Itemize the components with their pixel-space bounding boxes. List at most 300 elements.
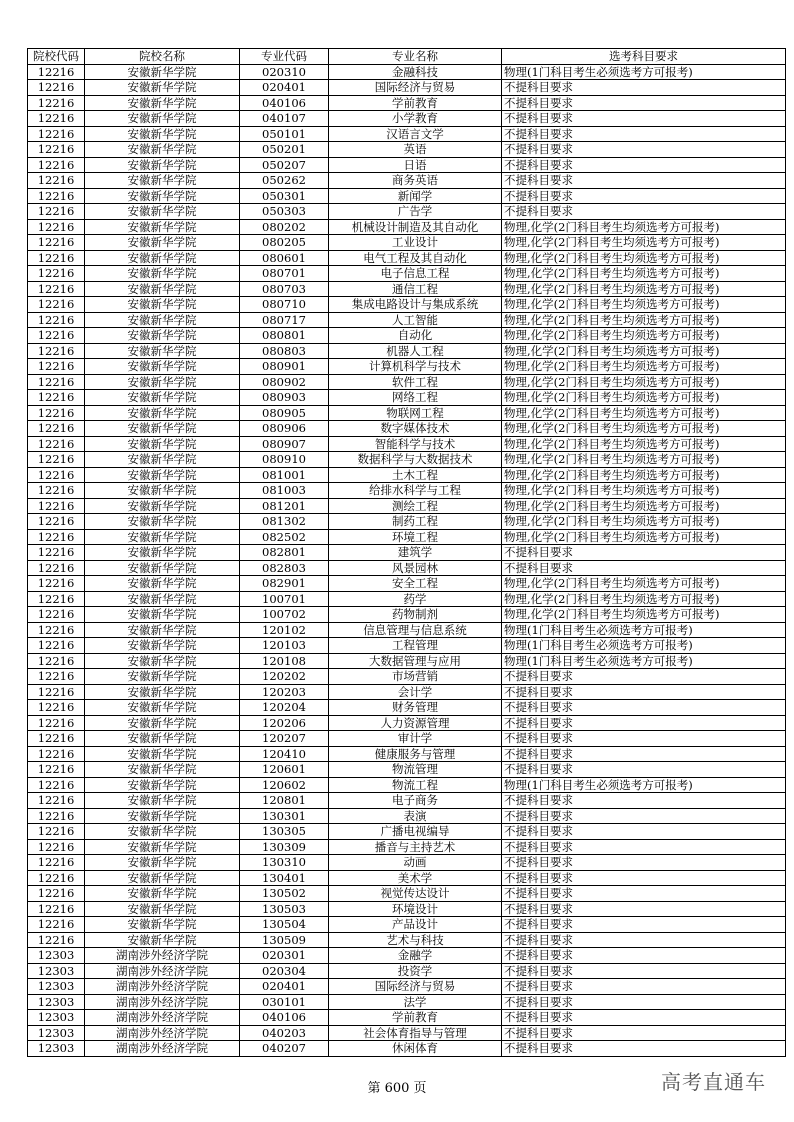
cell-major-name: 计算机科学与技术 [329,359,502,375]
cell-school-name: 安徽新华学院 [85,669,240,685]
cell-major-code: 120207 [240,731,329,747]
table-row [28,111,786,127]
cell-subject-requirement: 不提科目要求 [502,204,786,220]
cell-major-code: 120102 [240,622,329,638]
cell-subject-requirement: 物理,化学(2门科目考生均须选考方可报考) [502,219,786,235]
cell-subject-requirement: 物理,化学(2门科目考生均须选考方可报考) [502,498,786,514]
cell-major-code: 080903 [240,390,329,406]
cell-major-name: 表演 [329,808,502,824]
header-major-code: 专业代码 [240,49,329,65]
cell-school-code: 12216 [28,793,85,809]
cell-school-code: 12216 [28,297,85,313]
cell-subject-requirement: 不提科目要求 [502,715,786,731]
table-row [28,762,786,778]
cell-major-code: 130401 [240,870,329,886]
cell-major-code: 120204 [240,700,329,716]
cell-school-name: 安徽新华学院 [85,204,240,220]
table-row [28,839,786,855]
cell-subject-requirement: 物理(1门科目考生必须选考方可报考) [502,653,786,669]
cell-major-name: 新闻学 [329,188,502,204]
cell-subject-requirement: 不提科目要求 [502,948,786,964]
cell-major-name: 会计学 [329,684,502,700]
cell-school-name: 安徽新华学院 [85,700,240,716]
cell-school-code: 12216 [28,452,85,468]
cell-subject-requirement: 不提科目要求 [502,188,786,204]
cell-major-code: 120202 [240,669,329,685]
cell-subject-requirement: 不提科目要求 [502,1010,786,1026]
table-row [28,731,786,747]
cell-school-name: 安徽新华学院 [85,653,240,669]
cell-school-code: 12216 [28,188,85,204]
cell-major-name: 物流管理 [329,762,502,778]
cell-major-code: 081201 [240,498,329,514]
cell-major-name: 金融科技 [329,64,502,80]
cell-major-code: 040203 [240,1025,329,1041]
cell-school-name: 安徽新华学院 [85,359,240,375]
cell-major-name: 财务管理 [329,700,502,716]
cell-major-name: 休闲体育 [329,1041,502,1057]
table-row [28,777,786,793]
cell-school-name: 湖南涉外经济学院 [85,948,240,964]
cell-school-code: 12216 [28,653,85,669]
cell-subject-requirement: 物理,化学(2门科目考生均须选考方可报考) [502,390,786,406]
cell-school-code: 12216 [28,622,85,638]
cell-school-code: 12216 [28,855,85,871]
cell-subject-requirement: 不提科目要求 [502,886,786,902]
cell-major-code: 082502 [240,529,329,545]
cell-school-code: 12216 [28,607,85,623]
cell-school-name: 安徽新华学院 [85,250,240,266]
cell-school-name: 安徽新华学院 [85,173,240,189]
cell-school-code: 12216 [28,669,85,685]
cell-major-name: 小学教育 [329,111,502,127]
cell-school-name: 安徽新华学院 [85,560,240,576]
table-row [28,250,786,266]
cell-school-name: 安徽新华学院 [85,80,240,96]
cell-subject-requirement: 不提科目要求 [502,80,786,96]
cell-subject-requirement: 物理,化学(2门科目考生均须选考方可报考) [502,235,786,251]
cell-school-code: 12216 [28,142,85,158]
cell-school-code: 12216 [28,777,85,793]
cell-major-name: 学前教育 [329,1010,502,1026]
cell-school-name: 安徽新华学院 [85,467,240,483]
cell-subject-requirement: 不提科目要求 [502,111,786,127]
cell-major-code: 080601 [240,250,329,266]
table-row [28,948,786,964]
cell-school-name: 安徽新华学院 [85,328,240,344]
cell-school-code: 12216 [28,250,85,266]
cell-school-name: 安徽新华学院 [85,529,240,545]
cell-major-code: 130503 [240,901,329,917]
cell-school-code: 12216 [28,343,85,359]
cell-school-code: 12216 [28,731,85,747]
cell-major-code: 080703 [240,281,329,297]
cell-school-code: 12216 [28,405,85,421]
cell-major-name: 人力资源管理 [329,715,502,731]
table-row [28,219,786,235]
table-row [28,157,786,173]
cell-school-code: 12216 [28,514,85,530]
cell-school-code: 12216 [28,746,85,762]
cell-major-name: 国际经济与贸易 [329,979,502,995]
cell-subject-requirement: 不提科目要求 [502,870,786,886]
cell-subject-requirement: 不提科目要求 [502,560,786,576]
cell-school-name: 湖南涉外经济学院 [85,1025,240,1041]
table-row [28,235,786,251]
cell-subject-requirement: 物理,化学(2门科目考生均须选考方可报考) [502,266,786,282]
cell-school-name: 安徽新华学院 [85,95,240,111]
table-row [28,994,786,1010]
cell-school-name: 湖南涉外经济学院 [85,979,240,995]
cell-major-name: 审计学 [329,731,502,747]
cell-major-code: 040106 [240,95,329,111]
cell-subject-requirement: 物理,化学(2门科目考生均须选考方可报考) [502,343,786,359]
table-row [28,529,786,545]
cell-subject-requirement: 不提科目要求 [502,824,786,840]
cell-school-name: 安徽新华学院 [85,126,240,142]
cell-school-name: 湖南涉外经济学院 [85,1041,240,1057]
cell-major-name: 电子信息工程 [329,266,502,282]
cell-major-code: 040106 [240,1010,329,1026]
cell-major-code: 100702 [240,607,329,623]
cell-school-name: 安徽新华学院 [85,746,240,762]
cell-school-code: 12216 [28,901,85,917]
cell-major-code: 120203 [240,684,329,700]
table-row [28,1025,786,1041]
cell-school-code: 12216 [28,483,85,499]
cell-subject-requirement: 不提科目要求 [502,731,786,747]
cell-school-name: 安徽新华学院 [85,452,240,468]
cell-school-code: 12303 [28,1025,85,1041]
cell-school-code: 12216 [28,266,85,282]
cell-school-name: 安徽新华学院 [85,607,240,623]
cell-school-code: 12216 [28,576,85,592]
cell-major-name: 集成电路设计与集成系统 [329,297,502,313]
cell-school-code: 12216 [28,700,85,716]
table-row [28,824,786,840]
cell-school-name: 安徽新华学院 [85,312,240,328]
cell-subject-requirement: 物理,化学(2门科目考生均须选考方可报考) [502,529,786,545]
cell-major-code: 120108 [240,653,329,669]
table-body [28,64,786,1056]
cell-subject-requirement: 物理,化学(2门科目考生均须选考方可报考) [502,514,786,530]
table-row [28,591,786,607]
cell-major-code: 130509 [240,932,329,948]
cell-major-name: 自动化 [329,328,502,344]
header-major-name: 专业名称 [329,49,502,65]
cell-school-code: 12303 [28,948,85,964]
cell-major-code: 080202 [240,219,329,235]
cell-school-name: 安徽新华学院 [85,824,240,840]
cell-school-code: 12216 [28,591,85,607]
cell-school-code: 12216 [28,173,85,189]
cell-school-name: 安徽新华学院 [85,777,240,793]
cell-school-name: 安徽新华学院 [85,839,240,855]
cell-school-code: 12216 [28,80,85,96]
cell-subject-requirement: 不提科目要求 [502,95,786,111]
table-row [28,374,786,390]
cell-major-code: 082901 [240,576,329,592]
table-row [28,545,786,561]
cell-school-code: 12216 [28,64,85,80]
cell-major-code: 020401 [240,80,329,96]
table-row [28,80,786,96]
cell-school-code: 12216 [28,157,85,173]
cell-major-name: 机械设计制造及其自动化 [329,219,502,235]
cell-school-name: 安徽新华学院 [85,498,240,514]
cell-subject-requirement: 不提科目要求 [502,142,786,158]
cell-subject-requirement: 物理,化学(2门科目考生均须选考方可报考) [502,483,786,499]
cell-school-code: 12216 [28,235,85,251]
cell-school-name: 安徽新华学院 [85,343,240,359]
cell-school-name: 安徽新华学院 [85,219,240,235]
table-header-row [28,49,786,65]
cell-school-name: 安徽新华学院 [85,514,240,530]
cell-school-name: 安徽新华学院 [85,901,240,917]
cell-major-code: 081003 [240,483,329,499]
table-row [28,405,786,421]
cell-school-name: 安徽新华学院 [85,762,240,778]
table-row [28,483,786,499]
cell-school-name: 安徽新华学院 [85,917,240,933]
cell-school-code: 12216 [28,839,85,855]
cell-school-name: 安徽新华学院 [85,374,240,390]
cell-major-code: 130309 [240,839,329,855]
cell-major-name: 汉语言文学 [329,126,502,142]
cell-subject-requirement: 不提科目要求 [502,901,786,917]
cell-major-name: 投资学 [329,963,502,979]
cell-school-code: 12216 [28,436,85,452]
cell-major-name: 土木工程 [329,467,502,483]
cell-subject-requirement: 不提科目要求 [502,746,786,762]
header-school-name: 院校名称 [85,49,240,65]
cell-school-code: 12216 [28,95,85,111]
table-row [28,746,786,762]
table-row [28,188,786,204]
cell-major-code: 130504 [240,917,329,933]
cell-major-code: 080901 [240,359,329,375]
table-row [28,436,786,452]
cell-major-name: 美术学 [329,870,502,886]
cell-school-name: 安徽新华学院 [85,622,240,638]
cell-major-name: 金融学 [329,948,502,964]
cell-subject-requirement: 不提科目要求 [502,700,786,716]
cell-school-code: 12216 [28,421,85,437]
table-row [28,173,786,189]
table-row [28,328,786,344]
cell-major-code: 130301 [240,808,329,824]
cell-major-code: 120601 [240,762,329,778]
cell-major-code: 020310 [240,64,329,80]
cell-major-code: 040107 [240,111,329,127]
table-row [28,886,786,902]
table-row [28,452,786,468]
cell-major-name: 安全工程 [329,576,502,592]
cell-subject-requirement: 不提科目要求 [502,157,786,173]
cell-school-name: 安徽新华学院 [85,715,240,731]
cell-major-name: 工程管理 [329,638,502,654]
cell-school-name: 安徽新华学院 [85,436,240,452]
cell-major-code: 130305 [240,824,329,840]
cell-school-name: 安徽新华学院 [85,638,240,654]
cell-school-name: 安徽新华学院 [85,886,240,902]
cell-school-code: 12216 [28,715,85,731]
table-row [28,281,786,297]
cell-school-code: 12216 [28,111,85,127]
cell-subject-requirement: 不提科目要求 [502,808,786,824]
cell-subject-requirement: 不提科目要求 [502,793,786,809]
cell-subject-requirement: 不提科目要求 [502,994,786,1010]
cell-major-name: 视觉传达设计 [329,886,502,902]
table-row [28,901,786,917]
cell-subject-requirement: 不提科目要求 [502,855,786,871]
table-row [28,979,786,995]
header-school-code: 院校代码 [28,49,85,65]
table-row [28,715,786,731]
cell-school-code: 12303 [28,979,85,995]
table-row [28,669,786,685]
cell-subject-requirement: 物理,化学(2门科目考生均须选考方可报考) [502,250,786,266]
table-row [28,870,786,886]
table-row [28,204,786,220]
cell-major-code: 082801 [240,545,329,561]
cell-major-code: 120602 [240,777,329,793]
cell-school-code: 12216 [28,824,85,840]
cell-subject-requirement: 物理(1门科目考生必须选考方可报考) [502,777,786,793]
cell-major-name: 电气工程及其自动化 [329,250,502,266]
cell-subject-requirement: 物理,化学(2门科目考生均须选考方可报考) [502,328,786,344]
table-row [28,95,786,111]
cell-major-name: 数字媒体技术 [329,421,502,437]
cell-major-name: 通信工程 [329,281,502,297]
cell-major-code: 050303 [240,204,329,220]
table-row [28,266,786,282]
cell-school-code: 12216 [28,126,85,142]
cell-school-name: 湖南涉外经济学院 [85,1010,240,1026]
cell-major-name: 动画 [329,855,502,871]
cell-subject-requirement: 物理,化学(2门科目考生均须选考方可报考) [502,297,786,313]
cell-school-code: 12216 [28,498,85,514]
cell-major-code: 080803 [240,343,329,359]
table-row [28,126,786,142]
cell-subject-requirement: 不提科目要求 [502,173,786,189]
header-subject-requirement: 选考科目要求 [502,49,786,65]
cell-major-code: 081001 [240,467,329,483]
cell-school-code: 12216 [28,560,85,576]
cell-school-code: 12216 [28,886,85,902]
cell-school-name: 安徽新华学院 [85,545,240,561]
table-row [28,64,786,80]
cell-school-code: 12216 [28,808,85,824]
cell-school-code: 12216 [28,932,85,948]
cell-school-name: 安徽新华学院 [85,421,240,437]
cell-subject-requirement: 不提科目要求 [502,762,786,778]
table-row [28,312,786,328]
cell-major-name: 人工智能 [329,312,502,328]
cell-school-code: 12216 [28,684,85,700]
cell-subject-requirement: 不提科目要求 [502,963,786,979]
cell-school-name: 安徽新华学院 [85,188,240,204]
cell-subject-requirement: 物理,化学(2门科目考生均须选考方可报考) [502,421,786,437]
cell-major-code: 080205 [240,235,329,251]
cell-major-name: 信息管理与信息系统 [329,622,502,638]
cell-subject-requirement: 物理,化学(2门科目考生均须选考方可报考) [502,359,786,375]
cell-school-name: 安徽新华学院 [85,297,240,313]
cell-major-code: 050262 [240,173,329,189]
cell-major-name: 环境工程 [329,529,502,545]
cell-major-code: 020304 [240,963,329,979]
cell-major-code: 050207 [240,157,329,173]
admission-table [27,48,786,1057]
cell-major-name: 社会体育指导与管理 [329,1025,502,1041]
cell-major-name: 电子商务 [329,793,502,809]
cell-major-code: 080910 [240,452,329,468]
cell-school-name: 安徽新华学院 [85,793,240,809]
cell-school-code: 12216 [28,762,85,778]
cell-major-code: 030101 [240,994,329,1010]
cell-subject-requirement: 物理,化学(2门科目考生均须选考方可报考) [502,281,786,297]
table-row [28,793,786,809]
cell-major-name: 工业设计 [329,235,502,251]
cell-major-code: 130502 [240,886,329,902]
table-row [28,560,786,576]
cell-major-code: 080905 [240,405,329,421]
cell-school-code: 12216 [28,467,85,483]
table-row [28,607,786,623]
cell-major-code: 100701 [240,591,329,607]
cell-major-name: 英语 [329,142,502,158]
table-row [28,467,786,483]
cell-subject-requirement: 物理(1门科目考生必须选考方可报考) [502,64,786,80]
cell-major-name: 物流工程 [329,777,502,793]
cell-major-code: 120103 [240,638,329,654]
table-row [28,855,786,871]
cell-school-name: 安徽新华学院 [85,591,240,607]
cell-major-code: 080801 [240,328,329,344]
cell-school-code: 12216 [28,219,85,235]
cell-major-name: 药学 [329,591,502,607]
table-row [28,576,786,592]
cell-school-name: 安徽新华学院 [85,281,240,297]
cell-school-name: 安徽新华学院 [85,731,240,747]
cell-major-name: 艺术与科技 [329,932,502,948]
cell-school-code: 12216 [28,917,85,933]
cell-subject-requirement: 物理,化学(2门科目考生均须选考方可报考) [502,467,786,483]
table-row [28,359,786,375]
cell-school-name: 安徽新华学院 [85,390,240,406]
cell-school-code: 12303 [28,1041,85,1057]
cell-subject-requirement: 物理(1门科目考生必须选考方可报考) [502,622,786,638]
cell-subject-requirement: 不提科目要求 [502,1041,786,1057]
cell-major-code: 080906 [240,421,329,437]
cell-school-code: 12303 [28,1010,85,1026]
cell-school-code: 12216 [28,359,85,375]
cell-school-name: 安徽新华学院 [85,405,240,421]
cell-major-name: 产品设计 [329,917,502,933]
table-row [28,622,786,638]
cell-school-code: 12216 [28,328,85,344]
brand-logo: 高考直通车 [661,1070,766,1094]
table-row [28,514,786,530]
cell-major-code: 080710 [240,297,329,313]
cell-major-code: 050201 [240,142,329,158]
cell-subject-requirement: 不提科目要求 [502,1025,786,1041]
cell-major-code: 130310 [240,855,329,871]
cell-major-code: 120206 [240,715,329,731]
cell-major-code: 081302 [240,514,329,530]
cell-major-code: 080717 [240,312,329,328]
cell-major-code: 120410 [240,746,329,762]
